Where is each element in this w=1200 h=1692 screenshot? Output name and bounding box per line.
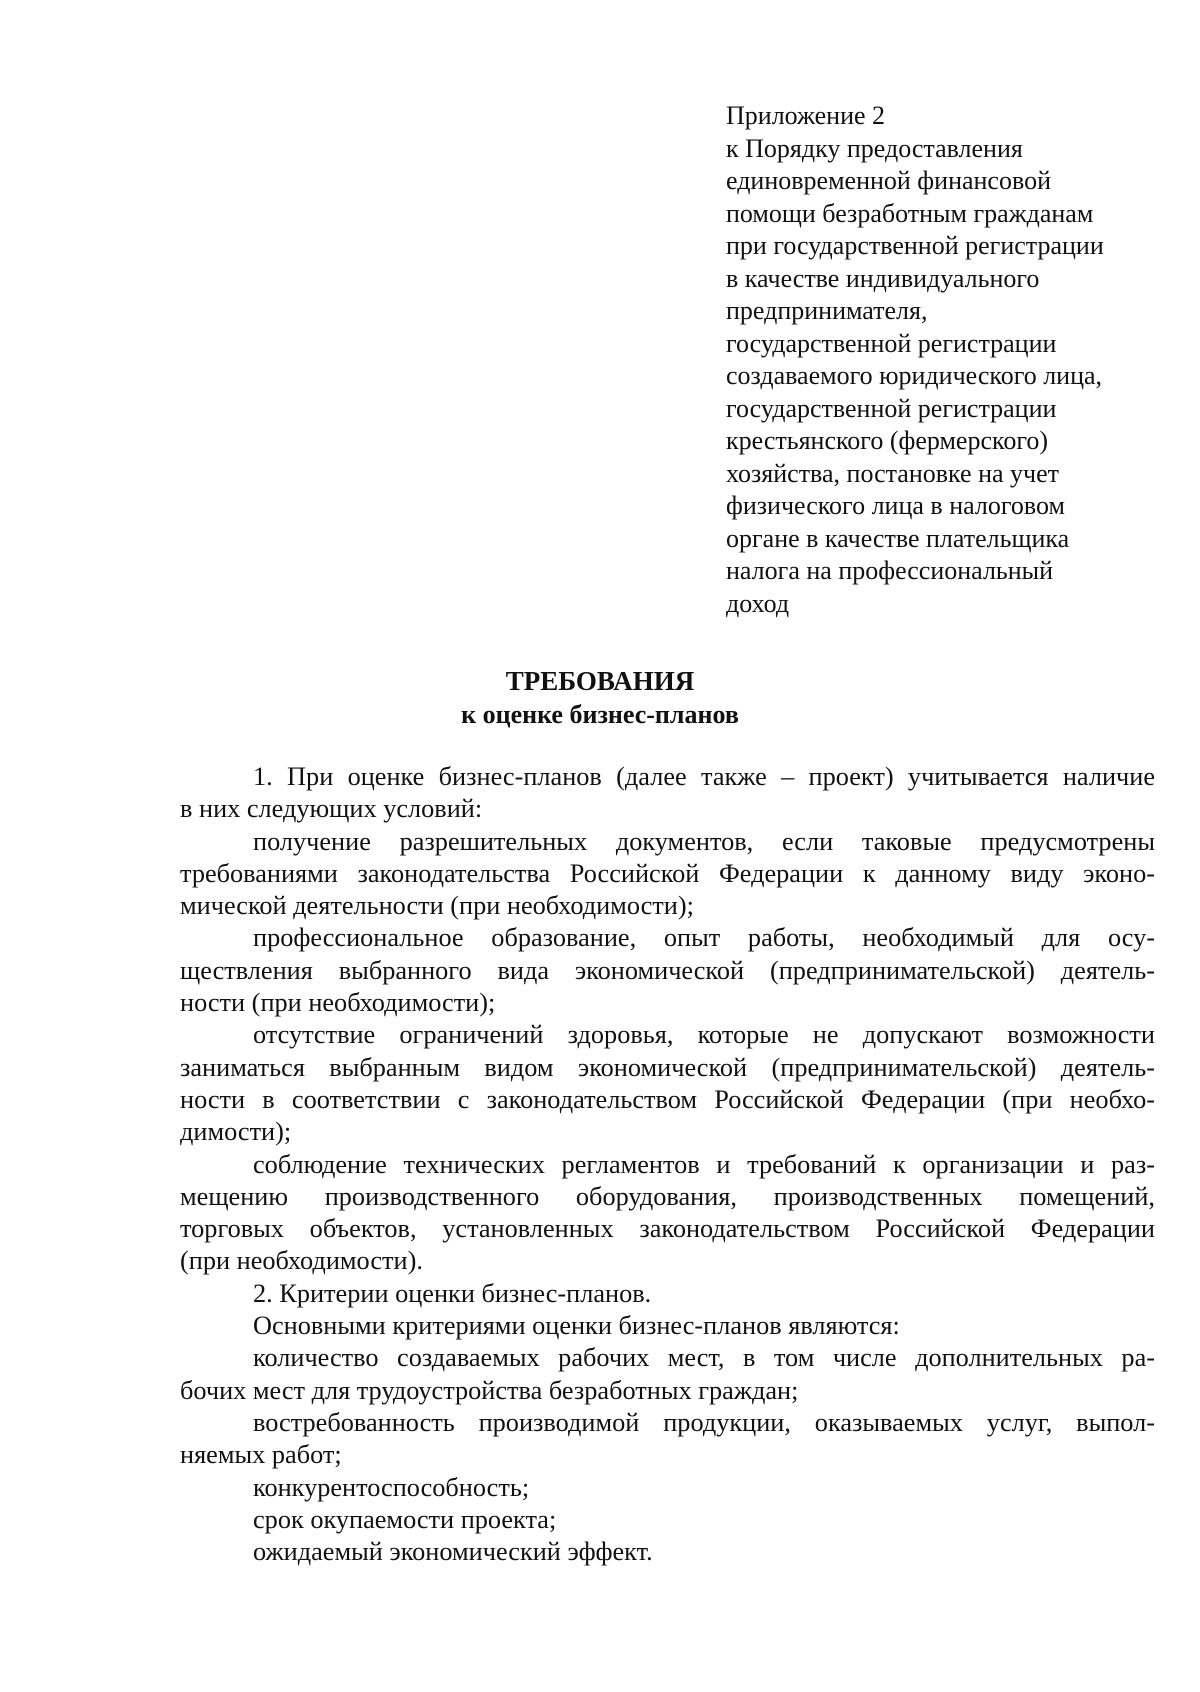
appendix-line: физического лица в налоговом bbox=[726, 491, 1065, 520]
appendix-line: государственной регистрации bbox=[726, 328, 1057, 358]
appendix-line: помощи безработным гражданам bbox=[726, 198, 1094, 228]
paragraph-line: (при необходимости). bbox=[180, 1246, 423, 1276]
appendix-block bbox=[726, 100, 1166, 620]
paragraph-line: ности в соответствии с законодательством Российской Федерации (при необхо- bbox=[180, 1084, 1155, 1114]
appendix-line: в качестве индивидуального bbox=[726, 263, 1040, 293]
appendix-line: налога на профессиональный bbox=[726, 556, 1054, 585]
document-title: ТРЕБОВАНИЯ bbox=[505, 666, 695, 696]
paragraph-line: ности (при необходимости); bbox=[180, 988, 496, 1018]
appendix-line: предпринимателя, bbox=[726, 296, 928, 325]
paragraph-line: мещению производственного оборудования, производственных помещений, bbox=[180, 1181, 1155, 1211]
appendix-line: единовременной финансовой bbox=[726, 166, 1051, 195]
document-body bbox=[180, 761, 1155, 1568]
appendix-line: создаваемого юридического лица, bbox=[726, 361, 1103, 390]
paragraph-line: соблюдение технических регламентов и требований к организации и раз- bbox=[253, 1149, 1155, 1179]
appendix-line: доход bbox=[726, 588, 790, 618]
paragraph-line: бочих мест для трудоустройства безработных граждан; bbox=[180, 1375, 799, 1405]
appendix-line: при государственной регистрации bbox=[726, 231, 1104, 260]
paragraph-line: отсутствие ограничений здоровья, которые не допускают возможности bbox=[253, 1020, 1155, 1050]
paragraph-line: ожидаемый экономический эффект. bbox=[253, 1537, 653, 1567]
document-subtitle: к оценке бизнес-планов bbox=[461, 700, 739, 729]
paragraph-line: 1. При оценке бизнес-планов (далее также – проект) учитывается наличие bbox=[253, 762, 1155, 791]
paragraph-line: заниматься выбранным видом экономической (предпринимательской) деятель- bbox=[180, 1052, 1155, 1082]
appendix-line: к Порядку предоставления bbox=[726, 133, 1023, 163]
paragraph-line: конкурентоспособность; bbox=[253, 1472, 530, 1502]
paragraph-line: ществления выбранного вида экономической (предпринимательской) деятель- bbox=[180, 955, 1155, 985]
paragraph-line: 2. Критерии оценки бизнес-планов. bbox=[253, 1278, 652, 1308]
paragraph-line: няемых работ; bbox=[180, 1440, 342, 1470]
appendix-line: крестьянского (фермерского) bbox=[726, 426, 1048, 455]
paragraph-line: количество создаваемых рабочих мест, в том числе дополнительных ра- bbox=[253, 1343, 1155, 1373]
appendix-line: государственной регистрации bbox=[726, 393, 1057, 423]
paragraph-line: получение разрешительных документов, если таковые предусмотрены bbox=[253, 826, 1155, 856]
paragraph-line: в них следующих условий: bbox=[180, 794, 483, 824]
paragraph-line: димости); bbox=[180, 1117, 292, 1147]
paragraph-line: Основными критериями оценки бизнес-планов являются: bbox=[253, 1311, 900, 1341]
paragraph-line: требованиями законодательства Российской Федерации к данному виду эконо- bbox=[180, 858, 1155, 888]
paragraph-line: профессиональное образование, опыт работы, необходимый для осу- bbox=[253, 923, 1155, 953]
paragraph-line: мической деятельности (при необходимости); bbox=[180, 891, 694, 921]
appendix-line: органе в качестве плательщика bbox=[726, 523, 1070, 553]
appendix-line: Приложение 2 bbox=[726, 101, 886, 130]
paragraph-line: востребованность производимой продукции, оказываемых услуг, выпол- bbox=[253, 1407, 1155, 1437]
paragraph-line: торговых объектов, установленных законодательством Российской Федерации bbox=[180, 1214, 1155, 1244]
appendix-line: хозяйства, постановке на учет bbox=[726, 458, 1059, 488]
paragraph-line: срок окупаемости проекта; bbox=[253, 1504, 557, 1534]
